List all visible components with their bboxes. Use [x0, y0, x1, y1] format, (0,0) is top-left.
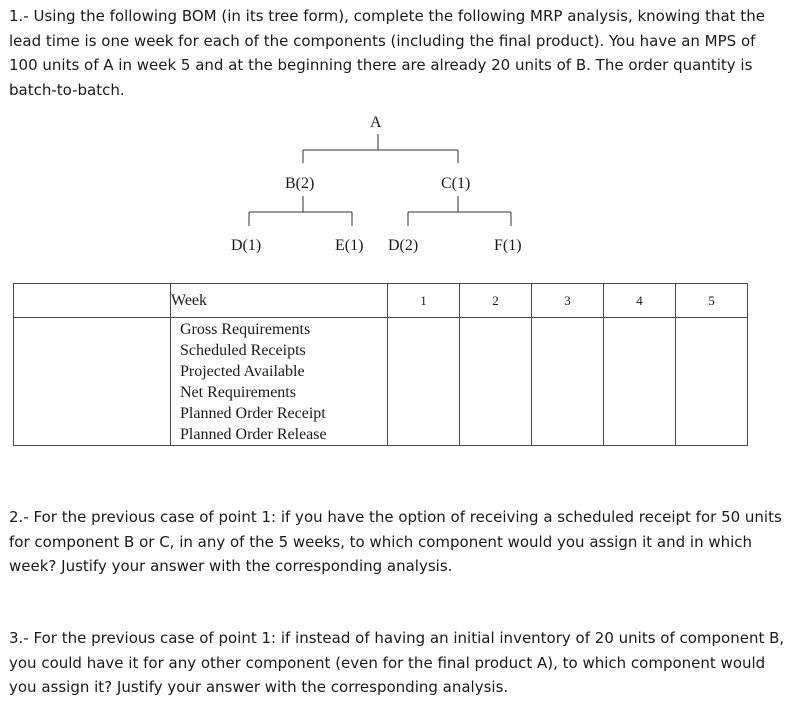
mrp-week-4-cell [604, 318, 676, 446]
mrp-table [13, 283, 748, 446]
mrp-week-3-cell [532, 318, 604, 446]
mrp-week-5-cell [676, 318, 748, 446]
week-3: 3 [532, 284, 604, 318]
bom-node-c: C(1) [441, 175, 471, 192]
mrp-header-row [14, 284, 748, 318]
week-label: Week [171, 284, 388, 318]
bom-node-e: E(1) [335, 237, 364, 254]
week-1: 1 [388, 284, 460, 318]
bom-node-b: B(2) [285, 175, 315, 192]
bom-node-a: A [370, 114, 382, 131]
planned-order-release-label: Planned Order Release [180, 426, 327, 443]
question-3: 3.- For the previous case of point 1: if instead of having an initial inventory of 20 units of component B, you could have it for any other component (even for the final product A), to which component would you assign it? Justify your answer with the corresponding analysis. [9, 629, 785, 696]
mrp-row-labels [171, 318, 388, 446]
bom-node-d-under-c: D(2) [388, 237, 419, 254]
mrp-week-1-cell [388, 318, 460, 446]
gross-requirements-label: Gross Requirements [180, 321, 311, 338]
week-5: 5 [676, 284, 748, 318]
mrp-body-row [14, 318, 748, 446]
bom-node-d-under-b: D(1) [231, 237, 262, 254]
question-1: 1.- Using the following BOM (in its tree form), complete the following MRP analysis, knowing that the lead time is one week for each of the components (including the final product). You have an MPS of 100 units of A in week 5 and at the beginning there are already 20 units of B. The order quantity is batch-to-batch. [9, 7, 765, 99]
question-2: 2.- For the previous case of point 1: if you have the option of receiving a scheduled receipt for 50 units for component B or C, in any of the 5 weeks, to which component would you assign it and in which week? Justify your answer with the corresponding analysis. [9, 508, 782, 575]
mrp-blank-cell [14, 284, 171, 318]
bom-node-f: F(1) [494, 237, 522, 254]
planned-order-receipt-label: Planned Order Receipt [180, 405, 326, 422]
net-requirements-label: Net Requirements [180, 384, 296, 401]
projected-available-label: Projected Available [180, 363, 305, 380]
mrp-week-2-cell [460, 318, 532, 446]
week-2: 2 [460, 284, 532, 318]
week-4: 4 [604, 284, 676, 318]
mrp-item-cell [14, 318, 171, 446]
scheduled-receipts-label: Scheduled Receipts [180, 342, 306, 359]
